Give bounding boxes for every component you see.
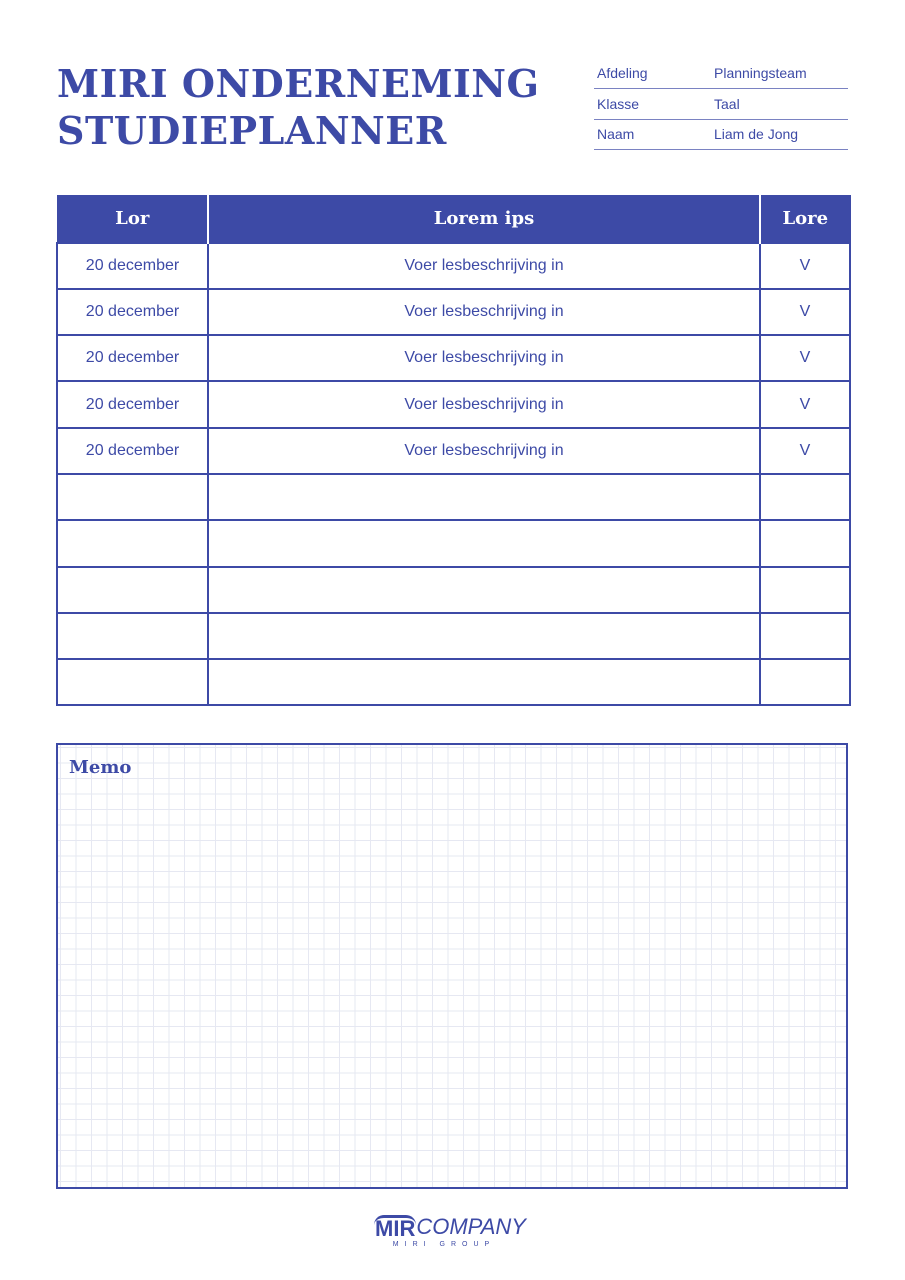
date-cell[interactable]: 20 december (57, 243, 208, 289)
date-cell[interactable]: 20 december (57, 428, 208, 474)
table-row (57, 243, 850, 289)
check-cell[interactable]: V (760, 381, 850, 427)
check-cell[interactable] (760, 567, 850, 613)
description-cell[interactable]: Voer lesbeschrijving in (208, 428, 760, 474)
date-cell[interactable] (57, 474, 208, 520)
table-row (57, 474, 850, 520)
planner-table (56, 195, 851, 706)
table-row (57, 520, 850, 566)
logo-subtitle: MIRI GROUP (392, 1241, 496, 1248)
company-logo (374, 1214, 534, 1248)
description-cell[interactable] (208, 474, 760, 520)
info-row (594, 119, 848, 150)
header-date: Lor (57, 196, 208, 243)
page-title (57, 60, 539, 154)
title-line-2: STUDIEPLANNER (57, 108, 447, 153)
date-cell[interactable] (57, 520, 208, 566)
description-cell[interactable]: Voer lesbeschrijving in (208, 243, 760, 289)
title-line-1: MIRI ONDERNEMING (57, 61, 540, 106)
date-cell[interactable] (57, 659, 208, 705)
check-cell[interactable] (760, 474, 850, 520)
description-cell[interactable]: Voer lesbeschrijving in (208, 335, 760, 381)
date-cell[interactable]: 20 december (57, 335, 208, 381)
info-value: Taal (711, 89, 848, 120)
date-cell[interactable] (57, 567, 208, 613)
info-value: Planningsteam (711, 58, 848, 89)
table-row (57, 289, 850, 335)
info-label: Klasse (594, 89, 711, 120)
check-cell[interactable]: V (760, 243, 850, 289)
header-check: Lore (760, 196, 850, 243)
memo-area[interactable] (56, 743, 848, 1189)
info-row (594, 89, 848, 120)
check-cell[interactable] (760, 659, 850, 705)
table-row (57, 659, 850, 705)
table-row (57, 381, 850, 427)
description-cell[interactable] (208, 520, 760, 566)
check-cell[interactable]: V (760, 335, 850, 381)
check-cell[interactable] (760, 613, 850, 659)
memo-label: Memo (69, 757, 132, 778)
description-cell[interactable] (208, 613, 760, 659)
info-row (594, 58, 848, 89)
description-cell[interactable] (208, 659, 760, 705)
table-row (57, 428, 850, 474)
description-cell[interactable]: Voer lesbeschrijving in (208, 381, 760, 427)
info-value: Liam de Jong (711, 119, 848, 150)
table-row (57, 613, 850, 659)
logo-name: COMPANY (416, 1214, 526, 1239)
date-cell[interactable]: 20 december (57, 289, 208, 335)
check-cell[interactable]: V (760, 428, 850, 474)
date-cell[interactable] (57, 613, 208, 659)
logo-mark: MIR (375, 1216, 416, 1241)
info-label: Afdeling (594, 58, 711, 89)
info-label: Naam (594, 119, 711, 150)
header-description: Lorem ips (208, 196, 760, 243)
check-cell[interactable]: V (760, 289, 850, 335)
info-table (594, 58, 848, 150)
description-cell[interactable]: Voer lesbeschrijving in (208, 289, 760, 335)
table-row (57, 335, 850, 381)
description-cell[interactable] (208, 567, 760, 613)
check-cell[interactable] (760, 520, 850, 566)
table-row (57, 567, 850, 613)
date-cell[interactable]: 20 december (57, 381, 208, 427)
